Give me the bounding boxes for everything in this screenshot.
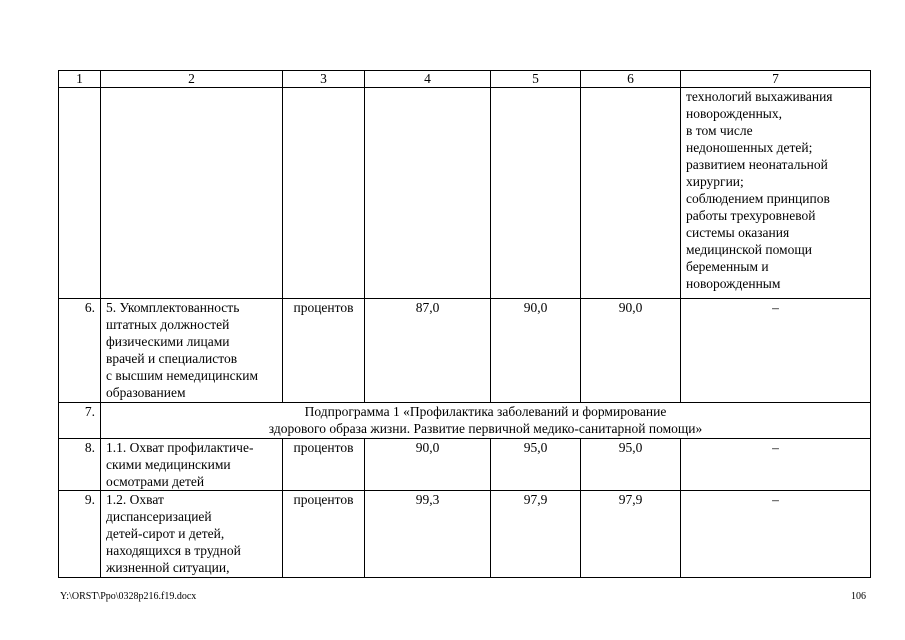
indicator-name: 1.2. Охват диспансеризацией детей-сирот и детей, находящихся в трудной жизненной ситуации, xyxy=(101,491,283,578)
header-cell: 5 xyxy=(491,71,581,88)
row-number: 9. xyxy=(59,491,101,578)
note-cell: технологий выхаживания новорожденных, в том числе недоношенных детей; развитием неонатальной хирургии; соблюдением принципов работы трехуровневой системы оказания медицинской помощи беременным и новорожденным xyxy=(681,88,871,299)
table-row xyxy=(59,88,871,299)
indicator-name: 5. Укомплектованность штатных должностей физическими лицами врачей и специалистов с высшим немедицинским образованием xyxy=(101,299,283,403)
table-row xyxy=(59,439,871,491)
row-number: 8. xyxy=(59,439,101,491)
table-header-row xyxy=(59,71,871,88)
unit-cell: процентов xyxy=(283,439,365,491)
unit-cell: процентов xyxy=(283,299,365,403)
value-cell: 90,0 xyxy=(365,439,491,491)
value-cell: 95,0 xyxy=(491,439,581,491)
value-cell xyxy=(581,88,681,299)
value-cell: 95,0 xyxy=(581,439,681,491)
row-number: 7. xyxy=(59,403,101,439)
value-cell xyxy=(365,88,491,299)
subprogram-title: Подпрограмма 1 «Профилактика заболеваний и формирование здорового образа жизни. Развитие первичной медико-санитарной помощи» xyxy=(101,403,871,439)
header-cell: 1 xyxy=(59,71,101,88)
value-cell: 99,3 xyxy=(365,491,491,578)
row-number: 6. xyxy=(59,299,101,403)
header-cell: 6 xyxy=(581,71,681,88)
value-cell: 97,9 xyxy=(491,491,581,578)
indicator-name: 1.1. Охват профилактиче- скими медицинскими осмотрами детей xyxy=(101,439,283,491)
table-row xyxy=(59,491,871,578)
unit-cell: процентов xyxy=(283,491,365,578)
indicator-name xyxy=(101,88,283,299)
table-row xyxy=(59,403,871,439)
row-number xyxy=(59,88,101,299)
note-cell: – xyxy=(681,299,871,403)
header-cell: 4 xyxy=(365,71,491,88)
table-row xyxy=(59,299,871,403)
indicators-table xyxy=(58,70,871,578)
header-cell: 7 xyxy=(681,71,871,88)
value-cell xyxy=(491,88,581,299)
header-cell: 2 xyxy=(101,71,283,88)
value-cell: 97,9 xyxy=(581,491,681,578)
value-cell: 90,0 xyxy=(491,299,581,403)
page-number: 106 xyxy=(851,591,866,602)
header-cell: 3 xyxy=(283,71,365,88)
note-cell: – xyxy=(681,439,871,491)
value-cell: 90,0 xyxy=(581,299,681,403)
note-cell: – xyxy=(681,491,871,578)
value-cell: 87,0 xyxy=(365,299,491,403)
unit-cell xyxy=(283,88,365,299)
file-path: Y:\ORST\Ppo\0328p216.f19.docx xyxy=(60,591,197,602)
